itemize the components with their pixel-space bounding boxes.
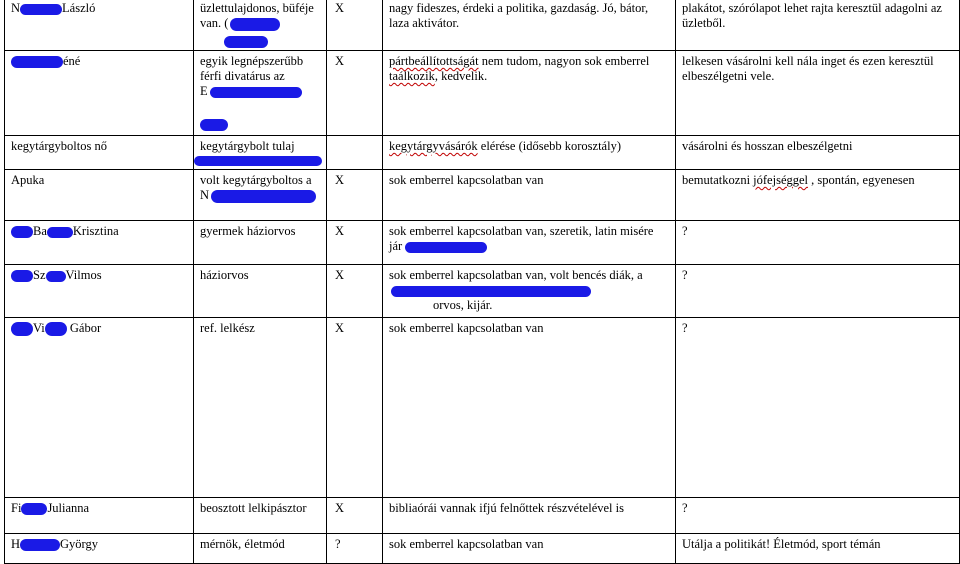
mark-cell: X xyxy=(327,51,383,136)
name-text: György xyxy=(60,537,98,551)
note-cell xyxy=(676,534,960,564)
description-cell xyxy=(383,221,676,265)
name-cell xyxy=(5,170,194,221)
redaction-blot xyxy=(21,503,47,515)
redaction-blot xyxy=(20,4,62,15)
note-cell xyxy=(676,265,960,318)
table-row xyxy=(5,221,960,265)
table-row xyxy=(5,498,960,534)
mark-cell: X xyxy=(327,265,383,318)
table-row xyxy=(5,265,960,318)
role-text: beosztott lelkipásztor xyxy=(200,501,307,515)
role-text: háziorvos xyxy=(200,268,249,282)
name-text: Julianna xyxy=(47,501,90,515)
description-cell xyxy=(383,498,676,534)
redaction-blot xyxy=(20,539,60,551)
note-cell xyxy=(676,136,960,170)
name-cell xyxy=(5,51,194,136)
description-cell xyxy=(383,318,676,498)
note-cell: bemutatkozni jófejséggel , spontán, egyenesen xyxy=(676,170,960,221)
description-cell xyxy=(383,170,676,221)
contacts-table xyxy=(4,0,960,564)
mark-cell: X xyxy=(327,0,383,51)
role-cell xyxy=(194,136,327,170)
redaction-blot xyxy=(200,119,228,131)
note-text: Utálja a politikát! Életmód, sport témán xyxy=(682,537,881,551)
name-text: éné xyxy=(63,54,81,68)
redaction-blot xyxy=(47,227,73,238)
note-text: ? xyxy=(682,224,688,238)
role-cell xyxy=(194,0,327,51)
role-cell xyxy=(194,51,327,136)
table-row xyxy=(5,170,960,221)
name-text: kegytárgyboltos nő xyxy=(11,139,107,153)
name-cell xyxy=(5,136,194,170)
role-cell xyxy=(194,170,327,221)
name-mid: Sz xyxy=(33,268,46,282)
role-text: egyik legnépszerűbb férfi divatárus az xyxy=(200,54,304,83)
note-text: plakátot, szórólapot lehet rajta keresztül adagolni az üzletből. xyxy=(682,1,942,30)
redaction-blot xyxy=(194,156,322,166)
role-text: volt kegytárgyboltos a xyxy=(200,173,312,187)
note-cell xyxy=(676,0,960,51)
role-tail: E xyxy=(200,84,208,98)
role-text: üzlettulajdonos, büféje van. ( xyxy=(200,1,314,30)
name-mid: Ba xyxy=(33,224,47,238)
redaction-blot xyxy=(11,270,33,282)
name-prefix: H xyxy=(11,537,21,551)
name-text: László xyxy=(62,1,96,15)
description-cell xyxy=(383,0,676,51)
description-text: sok emberrel kapcsolatban van xyxy=(389,321,544,335)
note-text: ? xyxy=(682,268,688,282)
description-cell xyxy=(383,265,676,318)
name-text: Gábor xyxy=(69,321,102,335)
description-text: sok emberrel kapcsolatban van xyxy=(389,537,544,551)
name-cell xyxy=(5,534,194,564)
description-text: sok emberrel kapcsolatban van, szeretik, latin misére jár xyxy=(389,224,654,253)
name-mid: Vi xyxy=(33,321,45,335)
table-row xyxy=(5,318,960,498)
description-text: bibliaórái vannak ifjú felnőttek részvételével is xyxy=(389,501,624,515)
description-cell: kegytárgyvásárók elérése (idősebb korosztály) xyxy=(383,136,676,170)
name-prefix: N xyxy=(11,1,21,15)
table-row xyxy=(5,136,960,170)
role-text: kegytárgybolt tulaj xyxy=(200,139,295,153)
role-tail: N xyxy=(200,188,210,202)
redaction-blot xyxy=(45,322,67,336)
note-text: lelkesen vásárolni kell nála inget és ezen keresztül elbeszélgetni vele. xyxy=(682,54,934,83)
description-text: sok emberrel kapcsolatban van xyxy=(389,173,544,187)
mark-cell: X xyxy=(327,170,383,221)
role-cell xyxy=(194,265,327,318)
name-cell xyxy=(5,0,194,51)
name-cell xyxy=(5,318,194,498)
role-cell xyxy=(194,318,327,498)
mark-cell: X xyxy=(327,318,383,498)
mark-cell xyxy=(327,136,383,170)
redaction-blot xyxy=(211,190,316,203)
name-cell xyxy=(5,221,194,265)
name-text: Krisztina xyxy=(72,224,119,238)
name-cell xyxy=(5,498,194,534)
redaction-blot xyxy=(11,226,33,238)
description-text: nagy fideszes, érdeki a politika, gazdaság. Jó, bátor, laza aktivátor. xyxy=(389,1,649,30)
redaction-blot xyxy=(391,286,591,297)
role-text: mérnök, életmód xyxy=(200,537,285,551)
name-cell xyxy=(5,265,194,318)
role-text: gyermek háziorvos xyxy=(200,224,296,238)
role-cell xyxy=(194,221,327,265)
redaction-blot xyxy=(230,18,280,31)
description-cell: pártbeállítottságát nem tudom, nagyon sok emberrel taálkozik, kedvelik. xyxy=(383,51,676,136)
description-text: sok emberrel kapcsolatban van, volt bencés diák, a xyxy=(389,268,643,282)
table-row xyxy=(5,534,960,564)
note-text: ? xyxy=(682,321,688,335)
redaction-blot xyxy=(11,322,33,336)
name-text: Vilmos xyxy=(65,268,102,282)
note-cell xyxy=(676,51,960,136)
redaction-blot xyxy=(224,36,268,48)
role-cell xyxy=(194,498,327,534)
note-text: ? xyxy=(682,501,688,515)
redaction-blot xyxy=(11,56,63,68)
description-cell xyxy=(383,534,676,564)
mark-cell: ? xyxy=(327,534,383,564)
role-text: ref. lelkész xyxy=(200,321,255,335)
redaction-blot xyxy=(210,87,302,98)
table-row xyxy=(5,51,960,136)
note-cell xyxy=(676,498,960,534)
name-prefix: Fi xyxy=(11,501,22,515)
description-tail: orvos, kijár. xyxy=(433,298,493,312)
note-text: vásárolni és hosszan elbeszélgetni xyxy=(682,139,853,153)
redaction-blot xyxy=(405,242,487,253)
name-text: Apuka xyxy=(11,173,45,187)
role-cell xyxy=(194,534,327,564)
note-cell xyxy=(676,221,960,265)
mark-cell: X xyxy=(327,498,383,534)
note-cell xyxy=(676,318,960,498)
mark-cell: X xyxy=(327,221,383,265)
redaction-blot xyxy=(46,271,66,282)
table-row xyxy=(5,0,960,51)
